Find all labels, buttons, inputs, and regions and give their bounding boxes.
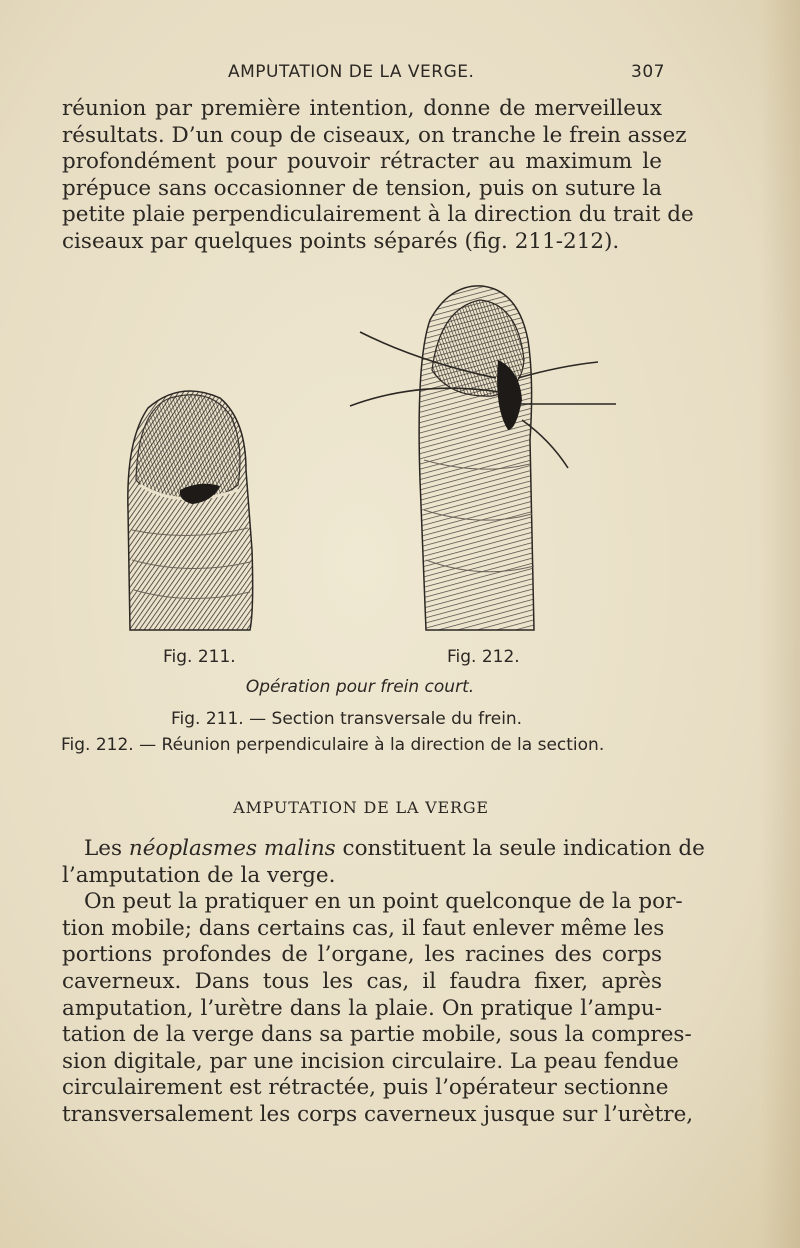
text-line: réunion par première intention, donne de merveilleux [62,96,662,121]
running-title: AMPUTATION DE LA VERGE. [228,62,475,82]
paragraph-1 [62,96,694,256]
fig-212-label: Fig. 212. [447,647,520,667]
figure-caption-title: Opération pour frein court. [245,677,475,697]
text-line: l’amputation de la verge. [62,862,336,888]
text-line: tation de la verge dans sa partie mobile, sous la compres- [62,1022,692,1048]
page-edge-shadow [760,0,800,1248]
text-line: circulairement est rétractée, puis l’opérateur sectionne [62,1075,669,1101]
text-line: On peut la pratiquer en un point quelconque de la por- [84,889,683,915]
figure-area [120,280,640,640]
text-line: prépuce sans occasionner de tension, puis on suture la [62,175,662,201]
text-fragment: Les [84,836,129,861]
figure-caption-212: Fig. 212. — Réunion perpendiculaire à la direction de la section. [61,735,605,755]
text-line: petite plaie perpendiculairement à la direction du trait de [62,202,694,228]
text-line: sion digitale, par une incision circulaire. La peau fendue [62,1048,679,1074]
paragraph-2 [62,836,705,1129]
text-line: caverneux. Dans tous les cas, il faudra fixer, après [62,968,662,994]
running-header [60,60,665,84]
emphasis-term: néoplasmes malins [128,836,336,861]
text-line: tion mobile; dans certains cas, il faut enlever même les [62,915,665,941]
text-fragment: constituent la seule indication de [335,836,705,861]
fig-211-drawing [128,391,253,630]
text-line: transversalement les corps caverneux jusque sur l’urètre, [62,1101,694,1127]
engraving-illustrations [120,280,640,640]
fig-211-label: Fig. 211. [163,647,236,667]
text-line [62,836,705,863]
text-line: amputation, l’urètre dans la plaie. On pratique l’ampu- [62,995,662,1021]
text-line: profondément pour pouvoir rétracter au maximum le [62,149,662,175]
page-number: 307 [631,62,665,82]
text-line: ciseaux par quelques points séparés (fig. 211-212). [62,228,620,254]
section-title: AMPUTATION DE LA VERGE [233,798,489,817]
text-line: résultats. D’un coup de ciseaux, on tranche le frein assez [62,122,687,148]
text-line: portions profondes de l’organe, les racines des corps [62,942,662,968]
figure-caption-211: Fig. 211. — Section transversale du frein. [171,709,523,729]
fig-212-drawing [350,286,616,630]
